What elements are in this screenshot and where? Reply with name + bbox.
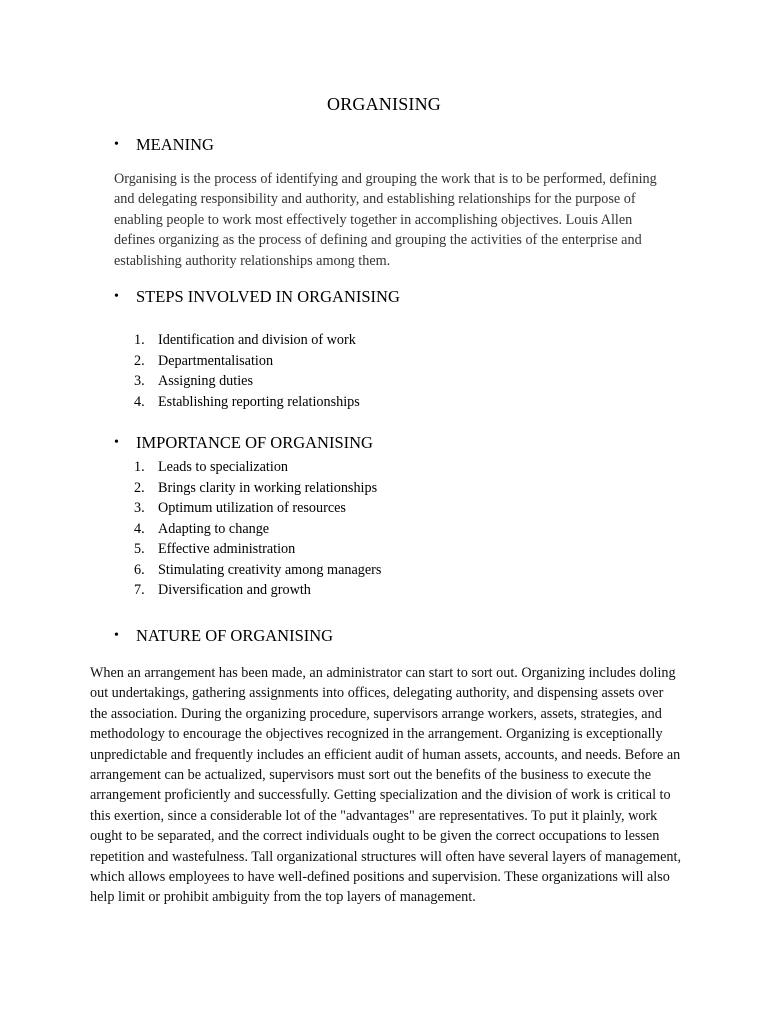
- steps-list: [114, 330, 360, 412]
- list-item-text: Leads to specialization: [158, 459, 289, 475]
- list-item-number: 4.: [134, 393, 145, 410]
- list-item-number: 3.: [134, 500, 145, 516]
- list-item-text: Stimulating creativity among managers: [158, 561, 382, 578]
- section-heading-text: STEPS INVOLVED IN ORGANISING: [136, 287, 400, 306]
- bullet-icon: •: [114, 137, 119, 152]
- list-item-text: Identification and division of work: [158, 332, 356, 348]
- list-item-text: Adapting to change: [158, 520, 270, 537]
- list-item: [114, 478, 381, 499]
- list-item-number: 7.: [134, 582, 145, 598]
- list-item: [114, 371, 360, 392]
- list-item-number: 6.: [134, 561, 145, 578]
- page-title: ORGANISING: [327, 94, 441, 114]
- list-item-text: Departmentalisation: [158, 352, 274, 369]
- list-item: [114, 519, 381, 540]
- section-heading-text: IMPORTANCE OF ORGANISING: [136, 433, 373, 452]
- bullet-icon: •: [114, 289, 119, 304]
- meaning-paragraph: Organising is the process of identifying and grouping the work that is to be performed, defining and delegating responsibility and authority, and establishing relationships for the purpose of enabling people to work most effectively together in accomplishing objectives. Louis Allen defines organizing as the process of defining and grouping the activities of the enterprise and establishing authority relationships among them.: [114, 171, 657, 269]
- section-heading-text: MEANING: [136, 135, 214, 154]
- list-item: [114, 392, 360, 413]
- list-item-number: 2.: [134, 352, 145, 369]
- section-heading-text: NATURE OF ORGANISING: [136, 626, 334, 645]
- nature-paragraph: When an arrangement has been made, an administrator can start to sort out. Organizing includes doling out undertakings, gathering assignments into offices, delegating authority, and dispensing assets over the association. During the organizing procedure, supervisors arrange workers, assets, strategies, and methodology to encourage the objectives recognized in the arrangement. Organizing is exceptionally unpredictable and frequently includes an efficient audit of human assets, accounts, and needs. Before an arrangement can be actualized, supervisors must sort out the benefits of the business to execute the arrangement proficiently and successfully. Getting specialization and the division of work is critical to this exertion, since a considerable lot of the "advantages" are representatives. To put it plainly, work ought to be separated, and the correct individuals ought to be given the correct occupations to lessen repetition and wastefulness. Tall organizational structures will often have several layers of management, which allows employees to have well-defined positions and supervision. These organizations will also help limit or prohibit ambiguity from the top layers of management.: [90, 665, 682, 906]
- list-item-number: 1.: [134, 332, 145, 348]
- list-item-text: Establishing reporting relationships: [158, 393, 360, 410]
- list-item-text: Optimum utilization of resources: [158, 500, 346, 516]
- list-item-number: 4.: [134, 520, 145, 537]
- list-item-text: Diversification and growth: [158, 582, 311, 598]
- list-item-number: 2.: [134, 479, 145, 496]
- list-item-number: 5.: [134, 541, 145, 557]
- list-item: [114, 457, 381, 478]
- list-item-text: Effective administration: [158, 541, 296, 557]
- list-item: [114, 351, 360, 372]
- list-item: [114, 330, 360, 351]
- list-item: [114, 498, 381, 519]
- list-item: [114, 580, 381, 601]
- importance-list: [114, 457, 381, 601]
- list-item-number: 3.: [134, 373, 145, 389]
- list-item-number: 1.: [134, 459, 145, 475]
- list-item: [114, 539, 381, 560]
- list-item: [114, 560, 381, 581]
- list-item-text: Brings clarity in working relationships: [158, 479, 378, 496]
- bullet-icon: •: [114, 628, 119, 643]
- list-item-text: Assigning duties: [158, 373, 253, 389]
- bullet-icon: •: [114, 435, 119, 450]
